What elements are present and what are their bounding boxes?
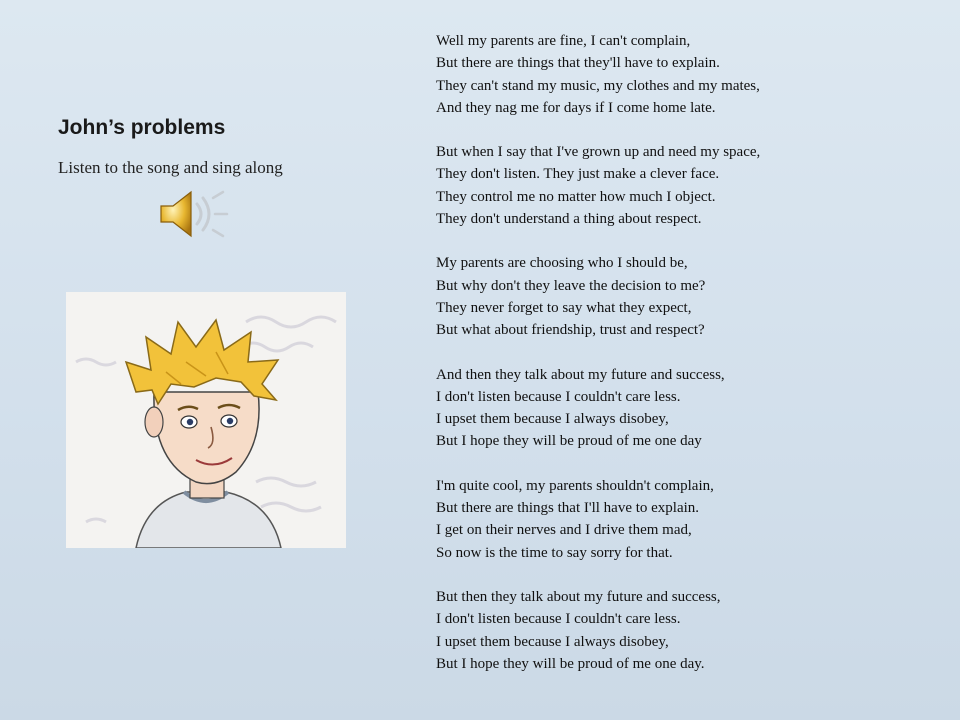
lyrics-line: They never forget to say what they expect, (436, 299, 692, 316)
lyrics-line: But then they talk about my future and success, (436, 588, 721, 605)
lyrics-line: I don't listen because I couldn't care less. (436, 388, 681, 405)
lyrics-line: They don't listen. They just make a clever face. (436, 166, 720, 183)
lyrics-line: I'm quite cool, my parents shouldn't complain, (436, 477, 714, 494)
lyrics-line: I get on their nerves and I drive them mad, (436, 522, 692, 539)
lyrics-stanza (436, 30, 936, 119)
lyrics-line: They control me no matter how much I object. (436, 188, 716, 205)
lyrics-line: They don't understand a thing about respect. (436, 211, 702, 228)
lyrics-line: My parents are choosing who I should be, (436, 255, 688, 272)
lyrics-line: But there are things that they'll have to explain. (436, 55, 720, 72)
lyrics-line: And they nag me for days if I come home late. (436, 99, 716, 116)
lyrics-line: And then they talk about my future and success, (436, 366, 725, 383)
lyrics-line: I upset them because I always disobey, (436, 411, 669, 428)
subtitle: Listen to the song and sing along (58, 158, 283, 177)
lyrics-line: But what about friendship, trust and respect? (436, 322, 705, 339)
lyrics-line: But I hope they will be proud of me one day (436, 433, 702, 450)
lyrics-line: I don't listen because I couldn't care less. (436, 611, 681, 628)
lyrics-stanza (436, 364, 936, 453)
lyrics-line: But I hope they will be proud of me one day. (436, 655, 705, 672)
song-lyrics (436, 30, 936, 697)
speaker-icon[interactable] (155, 186, 231, 242)
lyrics-line: They can't stand my music, my clothes and my mates, (436, 77, 760, 94)
lyrics-stanza (436, 586, 936, 675)
lyrics-stanza (436, 141, 936, 230)
page-title: John’s problems (58, 116, 226, 139)
lyrics-line: So now is the time to say sorry for that. (436, 544, 673, 561)
lyrics-line: But why don't they leave the decision to me? (436, 277, 706, 294)
lyrics-line: But when I say that I've grown up and need my space, (436, 144, 761, 161)
lyrics-line: Well my parents are fine, I can't complain, (436, 33, 691, 49)
lyrics-line: I upset them because I always disobey, (436, 633, 669, 650)
lyrics-stanza (436, 475, 936, 564)
lyrics-stanza (436, 252, 936, 341)
boy-illustration (66, 292, 346, 548)
lyrics-line: But there are things that I'll have to explain. (436, 500, 700, 517)
